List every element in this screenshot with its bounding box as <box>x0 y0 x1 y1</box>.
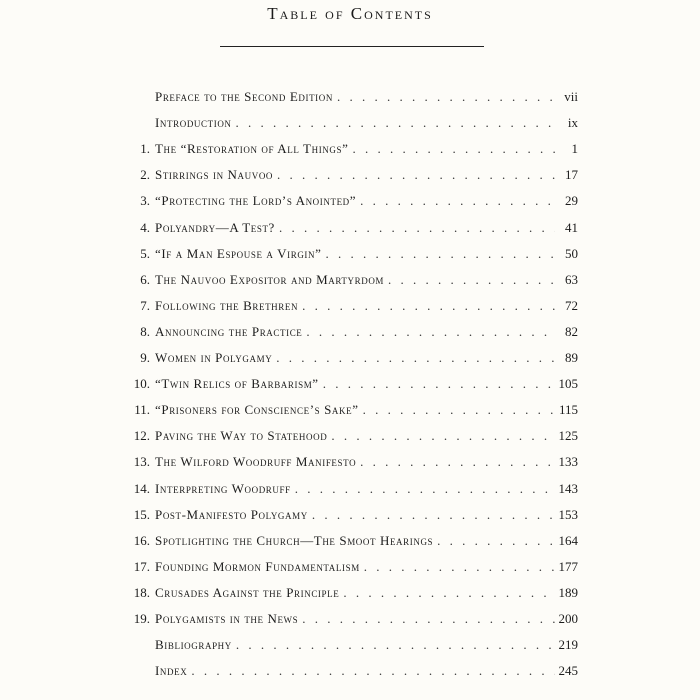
entry-title-wrap <box>155 609 555 629</box>
page-number: 245 <box>558 663 578 679</box>
chapter-number: 12. <box>133 428 150 444</box>
page-title: Table of Contents <box>267 4 433 23</box>
chapter-number: 18. <box>133 584 150 600</box>
chapter-title: Index <box>155 661 191 681</box>
page-number: 133 <box>558 454 578 470</box>
chapter-title: The Nauvoo Expositor and Martyrdom <box>155 270 388 290</box>
chapter-title: Preface to the Second Edition <box>155 87 337 107</box>
toc-entry <box>0 191 700 211</box>
page-number: 82 <box>565 323 578 339</box>
chapter-number: 6. <box>140 271 150 287</box>
chapter-title: “Prisoners for Conscience’s Sake” <box>155 400 363 420</box>
toc-entry <box>0 505 700 525</box>
toc-entry <box>0 270 700 290</box>
chapter-title: Stirrings in Nauvoo <box>155 165 277 185</box>
page-number: 143 <box>558 480 578 496</box>
page-number: 125 <box>558 428 578 444</box>
chapter-number: 1. <box>140 141 150 157</box>
chapter-title: Post-Manifesto Polygamy <box>155 505 312 525</box>
entry-title-wrap <box>155 557 555 577</box>
toc-entry <box>0 661 700 681</box>
chapter-title: The “Restoration of All Things” <box>155 139 352 159</box>
page-number: 63 <box>565 271 578 287</box>
entry-title-wrap <box>155 165 555 185</box>
chapter-title: Founding Mormon Fundamentalism <box>155 557 364 577</box>
toc-entry <box>0 244 700 264</box>
chapter-title: Spotlighting the Church—The Smoot Hearings <box>155 531 437 551</box>
entry-title-wrap <box>155 139 555 159</box>
chapter-title: The Wilford Woodruff Manifesto <box>155 452 360 472</box>
entry-title-wrap <box>155 452 555 472</box>
page-number: 164 <box>558 532 578 548</box>
chapter-number: 9. <box>140 350 150 365</box>
chapter-title: Bibliography <box>155 635 236 655</box>
page-number: 219 <box>558 637 578 653</box>
chapter-number: 17. <box>133 558 150 574</box>
entry-title-wrap <box>155 348 555 368</box>
toc-entry <box>0 557 700 577</box>
entry-title-wrap <box>155 426 555 446</box>
chapter-title: Introduction <box>155 113 236 133</box>
page-number: 200 <box>558 611 578 626</box>
chapter-number: 7. <box>140 297 150 313</box>
chapter-number: 4. <box>140 219 150 235</box>
page-number: 29 <box>565 193 578 209</box>
chapter-number: 14. <box>133 480 150 496</box>
toc-entry <box>0 479 700 499</box>
page-number: 177 <box>558 558 578 574</box>
page-number: 17 <box>565 167 578 183</box>
chapter-number: 13. <box>133 454 150 470</box>
chapter-title: Paving the Way to Statehood <box>155 426 331 446</box>
chapter-number: 11. <box>134 402 150 418</box>
page-number: 153 <box>558 506 578 522</box>
toc-entry <box>0 374 700 394</box>
entry-title-wrap <box>155 322 555 342</box>
entry-title-wrap <box>155 505 555 525</box>
page-number: 189 <box>558 584 578 600</box>
entry-title-wrap <box>155 374 555 394</box>
entry-title-wrap <box>155 583 555 603</box>
toc-entry <box>0 635 700 655</box>
toc-entry <box>0 583 700 603</box>
page-number: 72 <box>565 297 578 313</box>
page-number: 115 <box>558 402 578 418</box>
entry-title-wrap <box>155 479 555 499</box>
toc-entry <box>0 296 700 316</box>
chapter-number: 2. <box>140 167 150 183</box>
chapter-title: Crusades Against the Principle <box>155 583 343 603</box>
chapter-title: “Twin Relics of Barbarism” <box>155 374 323 394</box>
toc-entry <box>0 426 700 446</box>
entry-title-wrap <box>155 191 555 211</box>
page-number: 89 <box>565 350 578 365</box>
toc-entry <box>0 87 700 107</box>
page-number: vii <box>564 89 578 104</box>
dot-leader <box>236 635 555 655</box>
page-number: 50 <box>565 245 578 261</box>
dot-leader <box>236 113 555 133</box>
entry-title-wrap <box>155 270 555 290</box>
toc-entry <box>0 165 700 185</box>
entry-title-wrap <box>155 661 555 681</box>
toc-entry <box>0 113 700 133</box>
entry-title-wrap <box>155 113 555 133</box>
entry-title-wrap <box>155 244 555 264</box>
chapter-title: Following the Brethren <box>155 296 302 316</box>
chapter-title: Polyandry—A Test? <box>155 218 279 238</box>
chapter-number: 15. <box>133 506 150 522</box>
toc-entry <box>0 322 700 342</box>
chapter-title: Announcing the Practice <box>155 322 306 342</box>
chapter-number: 3. <box>140 193 150 209</box>
toc-entry <box>0 452 700 472</box>
entry-title-wrap <box>155 87 555 107</box>
page-number: 41 <box>565 219 578 235</box>
chapter-number: 19. <box>133 611 150 626</box>
chapter-number: 10. <box>133 376 150 392</box>
toc-entry <box>0 218 700 238</box>
chapter-title: Women in Polygamy <box>155 348 276 368</box>
chapter-title: “Protecting the Lord’s Anointed” <box>155 191 360 211</box>
toc-entry <box>0 348 700 368</box>
chapter-title: Interpreting Woodruff <box>155 479 295 499</box>
entry-title-wrap <box>155 400 555 420</box>
page-number: 105 <box>558 376 578 392</box>
entry-title-wrap <box>155 531 555 551</box>
toc-entry <box>0 139 700 159</box>
toc-entry <box>0 531 700 551</box>
toc-entry <box>0 609 700 629</box>
toc-entry <box>0 400 700 420</box>
chapter-number: 16. <box>133 532 150 548</box>
chapter-title: “If a Man Espouse a Virgin” <box>155 244 326 264</box>
chapter-number: 5. <box>140 245 150 261</box>
entry-title-wrap <box>155 635 555 655</box>
title-divider <box>220 46 484 47</box>
entry-title-wrap <box>155 218 555 238</box>
page-number: 1 <box>571 141 578 157</box>
entry-title-wrap <box>155 296 555 316</box>
chapter-title: Polygamists in the News <box>155 609 302 629</box>
page-number: ix <box>567 115 578 131</box>
dot-leader <box>191 661 555 681</box>
chapter-number: 8. <box>140 323 150 339</box>
